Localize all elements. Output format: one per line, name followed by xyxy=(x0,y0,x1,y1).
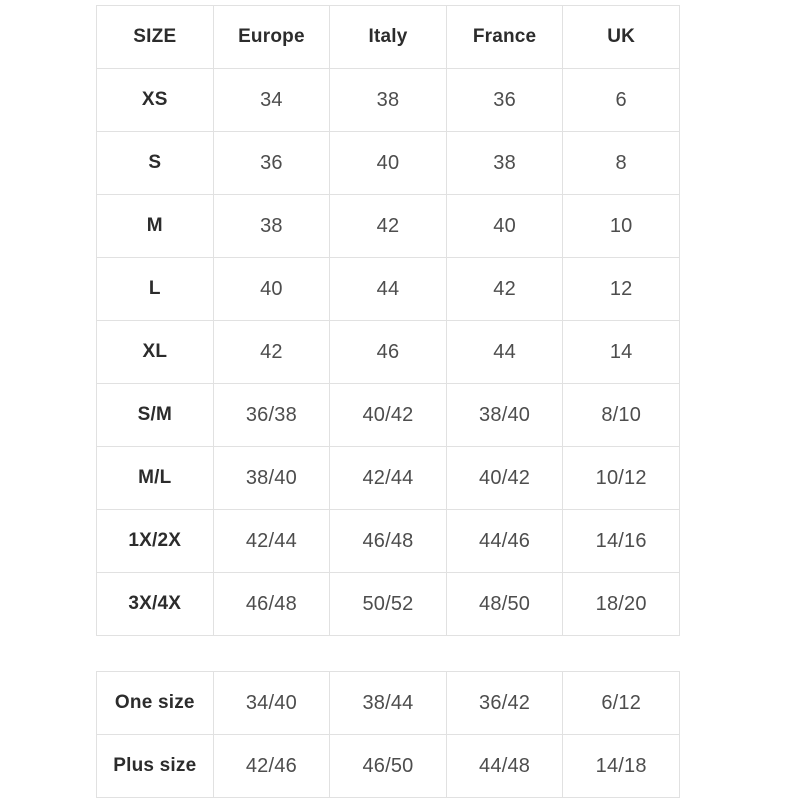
table-row-xl xyxy=(97,321,680,384)
value-cell: 10 xyxy=(563,195,680,258)
table-row-m xyxy=(97,195,680,258)
value-cell: 42 xyxy=(213,321,330,384)
table-row-3x-4x xyxy=(97,573,680,636)
row-label-cell: M/L xyxy=(97,447,214,510)
value-cell: 6 xyxy=(563,69,680,132)
table-row-l xyxy=(97,258,680,321)
value-cell: 14/18 xyxy=(563,735,680,798)
value-cell: 36 xyxy=(446,69,563,132)
value-cell: 38 xyxy=(446,132,563,195)
value-cell: 38/40 xyxy=(213,447,330,510)
row-label-cell: 1X/2X xyxy=(97,510,214,573)
value-cell: 48/50 xyxy=(446,573,563,636)
table-row-xs xyxy=(97,69,680,132)
value-cell: 8 xyxy=(563,132,680,195)
column-header-uk: UK xyxy=(563,6,680,69)
value-cell: 42 xyxy=(330,195,447,258)
value-cell: 34 xyxy=(213,69,330,132)
value-cell: 42/44 xyxy=(213,510,330,573)
table-row-s xyxy=(97,132,680,195)
value-cell: 38/40 xyxy=(446,384,563,447)
row-label-cell: 3X/4X xyxy=(97,573,214,636)
value-cell: 36/42 xyxy=(446,672,563,735)
special-sizes-table xyxy=(96,671,680,798)
value-cell: 40 xyxy=(330,132,447,195)
value-cell: 40/42 xyxy=(330,384,447,447)
value-cell: 44/46 xyxy=(446,510,563,573)
value-cell: 14/16 xyxy=(563,510,680,573)
value-cell: 18/20 xyxy=(563,573,680,636)
row-label-cell: XL xyxy=(97,321,214,384)
value-cell: 36/38 xyxy=(213,384,330,447)
column-header-italy: Italy xyxy=(330,6,447,69)
value-cell: 46 xyxy=(330,321,447,384)
value-cell: 46/50 xyxy=(330,735,447,798)
value-cell: 36 xyxy=(213,132,330,195)
table-row-1x-2x xyxy=(97,510,680,573)
value-cell: 6/12 xyxy=(563,672,680,735)
row-label-cell: S/M xyxy=(97,384,214,447)
table-header-row xyxy=(97,6,680,69)
row-label-cell: M xyxy=(97,195,214,258)
value-cell: 38 xyxy=(213,195,330,258)
value-cell: 42 xyxy=(446,258,563,321)
value-cell: 10/12 xyxy=(563,447,680,510)
column-header-europe: Europe xyxy=(213,6,330,69)
table-row-m-l xyxy=(97,447,680,510)
value-cell: 50/52 xyxy=(330,573,447,636)
table-row-one-size xyxy=(97,672,680,735)
value-cell: 38/44 xyxy=(330,672,447,735)
value-cell: 40 xyxy=(446,195,563,258)
value-cell: 42/46 xyxy=(213,735,330,798)
row-label-cell: XS xyxy=(97,69,214,132)
size-conversion-table xyxy=(96,5,680,636)
value-cell: 12 xyxy=(563,258,680,321)
value-cell: 46/48 xyxy=(213,573,330,636)
value-cell: 14 xyxy=(563,321,680,384)
row-label-cell: One size xyxy=(97,672,214,735)
value-cell: 38 xyxy=(330,69,447,132)
value-cell: 40 xyxy=(213,258,330,321)
value-cell: 34/40 xyxy=(213,672,330,735)
row-label-cell: S xyxy=(97,132,214,195)
value-cell: 8/10 xyxy=(563,384,680,447)
value-cell: 46/48 xyxy=(330,510,447,573)
table-row-plus-size xyxy=(97,735,680,798)
value-cell: 44/48 xyxy=(446,735,563,798)
value-cell: 42/44 xyxy=(330,447,447,510)
column-header-size: SIZE xyxy=(97,6,214,69)
value-cell: 44 xyxy=(446,321,563,384)
row-label-cell: L xyxy=(97,258,214,321)
column-header-france: France xyxy=(446,6,563,69)
table-row-s-m xyxy=(97,384,680,447)
value-cell: 40/42 xyxy=(446,447,563,510)
row-label-cell: Plus size xyxy=(97,735,214,798)
value-cell: 44 xyxy=(330,258,447,321)
